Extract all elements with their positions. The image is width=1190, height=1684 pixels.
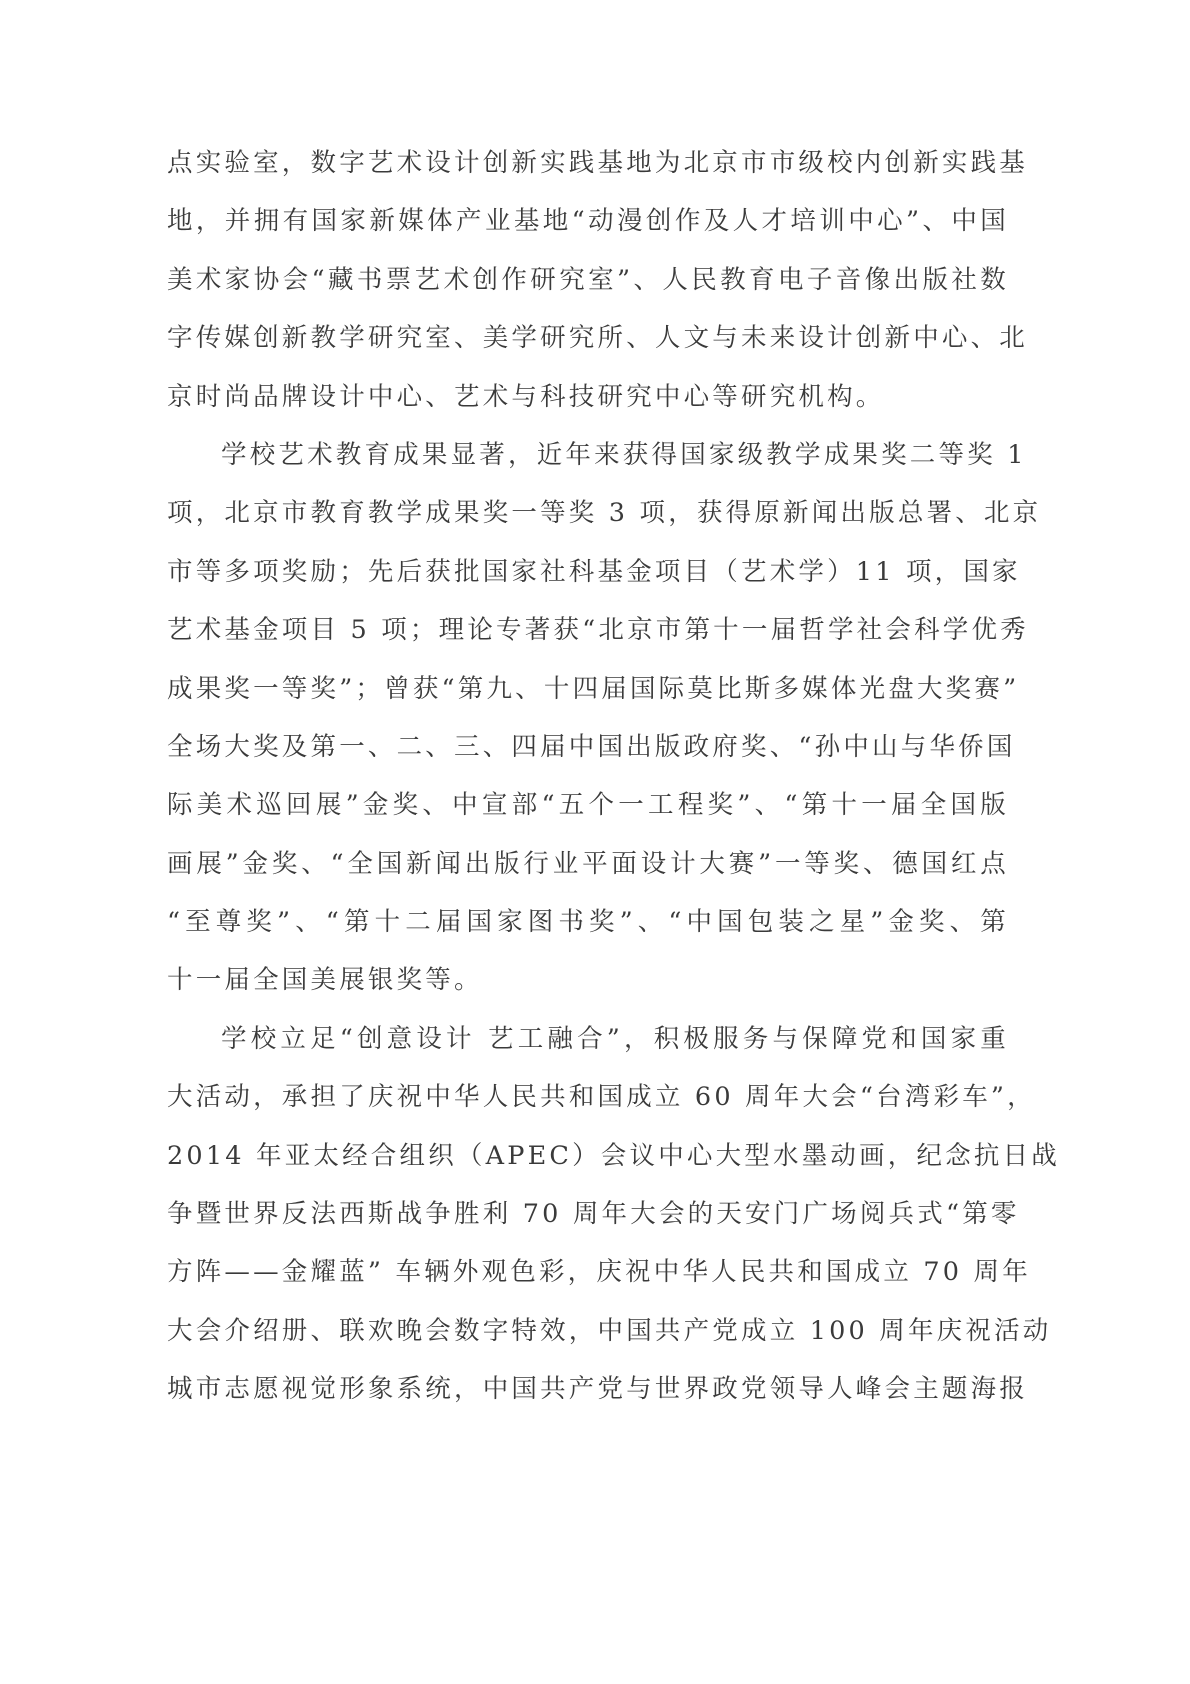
text-line: 项，北京市教育教学成果奖一等奖 3 项，获得原新闻出版总署、北京 <box>167 498 1042 529</box>
text-line: 际美术巡回展”金奖、中宣部“五个一工程奖”、“第十一届全国版 <box>167 790 1009 821</box>
text-line: “至尊奖”、“第十二届国家图书奖”、“中国包装之星”金奖、第 <box>167 907 1009 938</box>
text-line: 成果奖一等奖”；曾获“第九、十四届国际莫比斯多媒体光盘大奖赛” <box>167 673 1020 704</box>
text-line: 地，并拥有国家新媒体产业基地“动漫创作及人才培训中心”、中国 <box>167 206 1009 237</box>
text-line: 城市志愿视觉形象系统，中国共产党与世界政党领导人峰会主题海报 <box>167 1374 1029 1405</box>
text-line: 市等多项奖励；先后获批国家社科基金项目（艺术学）11 项，国家 <box>167 556 1021 587</box>
paragraph-national-events-service <box>167 1010 1061 1419</box>
text-line: 京时尚品牌设计中心、艺术与科技研究中心等研究机构。 <box>167 381 885 412</box>
text-line: 学校艺术教育成果显著，近年来获得国家级教学成果奖二等奖 1 <box>221 439 1027 470</box>
text-line: 大活动，承担了庆祝中华人民共和国成立 60 周年大会“台湾彩车”， <box>167 1082 1036 1113</box>
paragraph-research-institutions <box>167 134 1029 426</box>
paragraph-art-education-achievements <box>167 426 1042 1010</box>
text-line: 大会介绍册、联欢晚会数字特效，中国共产党成立 100 周年庆祝活动 <box>167 1315 1052 1346</box>
text-line: 争暨世界反法西斯战争胜利 70 周年大会的天安门广场阅兵式“第零 <box>167 1199 1020 1230</box>
text-line: 十一届全国美展银奖等。 <box>167 965 483 996</box>
text-line: 方阵——金耀蓝” 车辆外观色彩，庆祝中华人民共和国成立 70 周年 <box>167 1257 1031 1288</box>
text-line: 全场大奖及第一、二、三、四届中国出版政府奖、“孙中山与华侨国 <box>167 731 1016 762</box>
text-line: 字传媒创新教学研究室、美学研究所、人文与未来设计创新中心、北 <box>167 323 1029 354</box>
text-line: 学校立足“创意设计 艺工融合”，积极服务与保障党和国家重 <box>221 1023 1009 1054</box>
text-line: 艺术基金项目 5 项；理论专著获“北京市第十一届哲学社会科学优秀 <box>167 615 1029 646</box>
document-body <box>167 134 1061 1419</box>
text-line: 画展”金奖、“全国新闻出版行业平面设计大赛”一等奖、德国红点 <box>167 848 1009 879</box>
text-line: 美术家协会“藏书票艺术创作研究室”、人民教育电子音像出版社数 <box>167 264 1009 295</box>
text-line: 2014 年亚太经合组织（APEC）会议中心大型水墨动画，纪念抗日战 <box>167 1140 1061 1171</box>
text-line: 点实验室，数字艺术设计创新实践基地为北京市市级校内创新实践基 <box>167 148 1029 178</box>
